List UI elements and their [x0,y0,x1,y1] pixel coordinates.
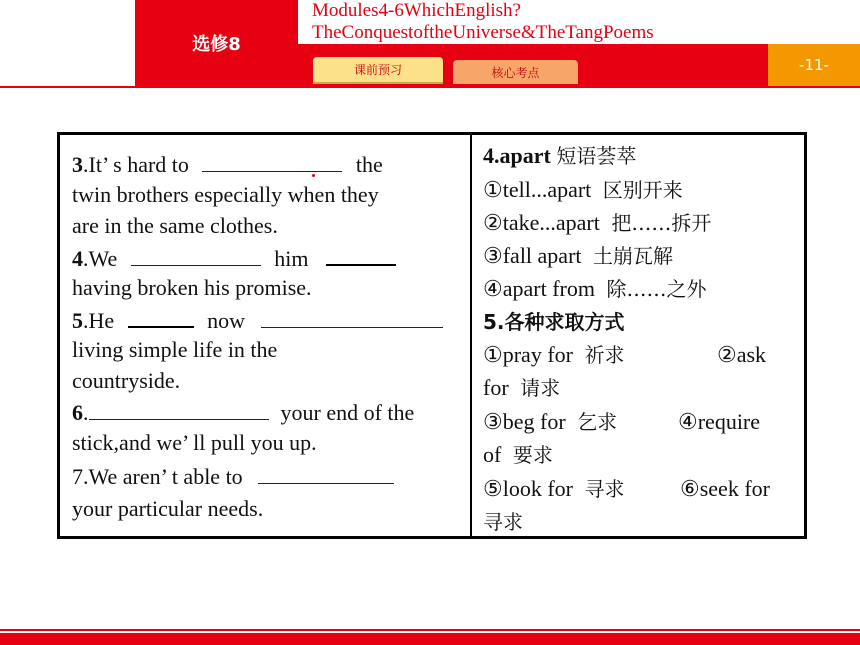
apart-section-title [483,143,636,169]
page-number: -11- [768,44,860,86]
q3-text-a: .It’ s hard to [83,152,189,177]
course-label: 选修8 [135,0,298,86]
seek-item-5-cn: 寻求 [584,477,625,501]
footer-divider [0,629,860,631]
q6-blank[interactable] [89,399,269,420]
seek-item-1-en: ①pray for [483,342,573,367]
q5-text-b: now [207,308,246,333]
seek-row-3 [483,409,801,435]
slide-title [298,0,860,44]
seek-item-4-en: ④require [678,409,761,434]
title-line-2: TheConquestoftheUniverse&TheTangPoems [312,22,654,43]
apart-item-1-en: ①tell...apart [483,177,592,202]
seek-item-5-en: ⑤look for [483,476,573,501]
title-line-1: Modules4-6WhichEnglish? [312,0,521,21]
q4-number: 4 [72,246,83,271]
q7-blank[interactable] [258,463,394,484]
apart-item-4 [483,276,706,302]
q6-text-a: . [83,400,89,425]
q4-text-a: .We [83,246,118,271]
apart-item-2-en: ②take...apart [483,210,600,235]
seek-title: 5.各种求取方式 [483,310,625,334]
header-divider [0,86,860,88]
column-divider [470,135,472,536]
q3-line-1 [72,151,383,178]
apart-item-3 [483,243,673,269]
footer-bar [0,633,860,645]
q3-text-b: the [355,152,383,177]
apart-item-4-cn: 除……之外 [606,277,707,301]
seek-item-3-en: ③beg for [483,409,566,434]
q3-line-2: twin brothers especially when they [72,182,379,207]
seek-row-5 [483,476,801,502]
seek-row-6 [483,509,523,535]
q4-text-b: him [274,246,309,271]
seek-item-2-cont-en: for [483,375,509,400]
q7-line-1 [72,463,394,490]
seek-section-title [483,309,625,335]
apart-item-3-en: ③fall apart [483,243,582,268]
tab-preview[interactable]: 课前预习 [313,57,443,84]
tab-key-points[interactable]: 核心考点 [453,60,578,84]
q5-blank-1[interactable] [128,306,194,328]
red-marker-dot [312,174,315,177]
apart-item-2 [483,210,711,236]
apart-item-1-cn: 区别开来 [602,178,683,202]
apart-item-4-en: ④apart from [483,276,595,301]
q5-text-a: .He [83,308,115,333]
seek-item-2-en: ②ask [717,342,767,367]
q4-blank-1[interactable] [131,245,261,266]
q6-number: 6 [72,400,83,425]
seek-item-4-cn: 要求 [512,443,553,467]
apart-item-1 [483,177,683,203]
q5-line-1 [72,306,443,334]
q6-text-b: your end of the [280,400,415,425]
q6-line-1 [72,399,414,426]
exercise-table [57,132,807,539]
seek-item-1-cn: 祈求 [584,343,625,367]
seek-item-6-en: ⑥seek for [680,476,770,501]
seek-item-6-cn: 寻求 [483,510,523,534]
apart-item-2-cn: 把……拆开 [611,211,712,235]
seek-row-1 [483,342,801,368]
q5-line-2: living simple life in the [72,337,278,362]
seek-item-4-cont-en: of [483,442,502,467]
apart-title-en: 4.apart [483,143,551,168]
q7-text-a: 7.We aren’ t able to [72,464,243,489]
q4-line-2: having broken his promise. [72,275,312,300]
q4-line-1 [72,244,396,272]
apart-title-cn: 短语荟萃 [556,144,637,168]
seek-row-4 [483,442,553,468]
seek-item-2-cn: 请求 [520,376,561,400]
seek-row-2 [483,375,560,401]
q7-line-2: your particular needs. [72,496,264,521]
q5-line-3: countryside. [72,368,181,393]
tab-bar [298,44,768,86]
q3-blank[interactable] [202,151,342,172]
q3-number: 3 [72,152,83,177]
q6-line-2: stick,and we’ ll pull you up. [72,430,317,455]
apart-item-3-cn: 土崩瓦解 [593,244,674,268]
seek-item-3-cn: 乞求 [577,410,618,434]
header-left-blank [0,0,135,86]
q4-blank-2[interactable] [326,244,396,266]
q5-blank-2[interactable] [261,307,443,328]
q3-line-3: are in the same clothes. [72,213,278,238]
q5-number: 5 [72,308,83,333]
